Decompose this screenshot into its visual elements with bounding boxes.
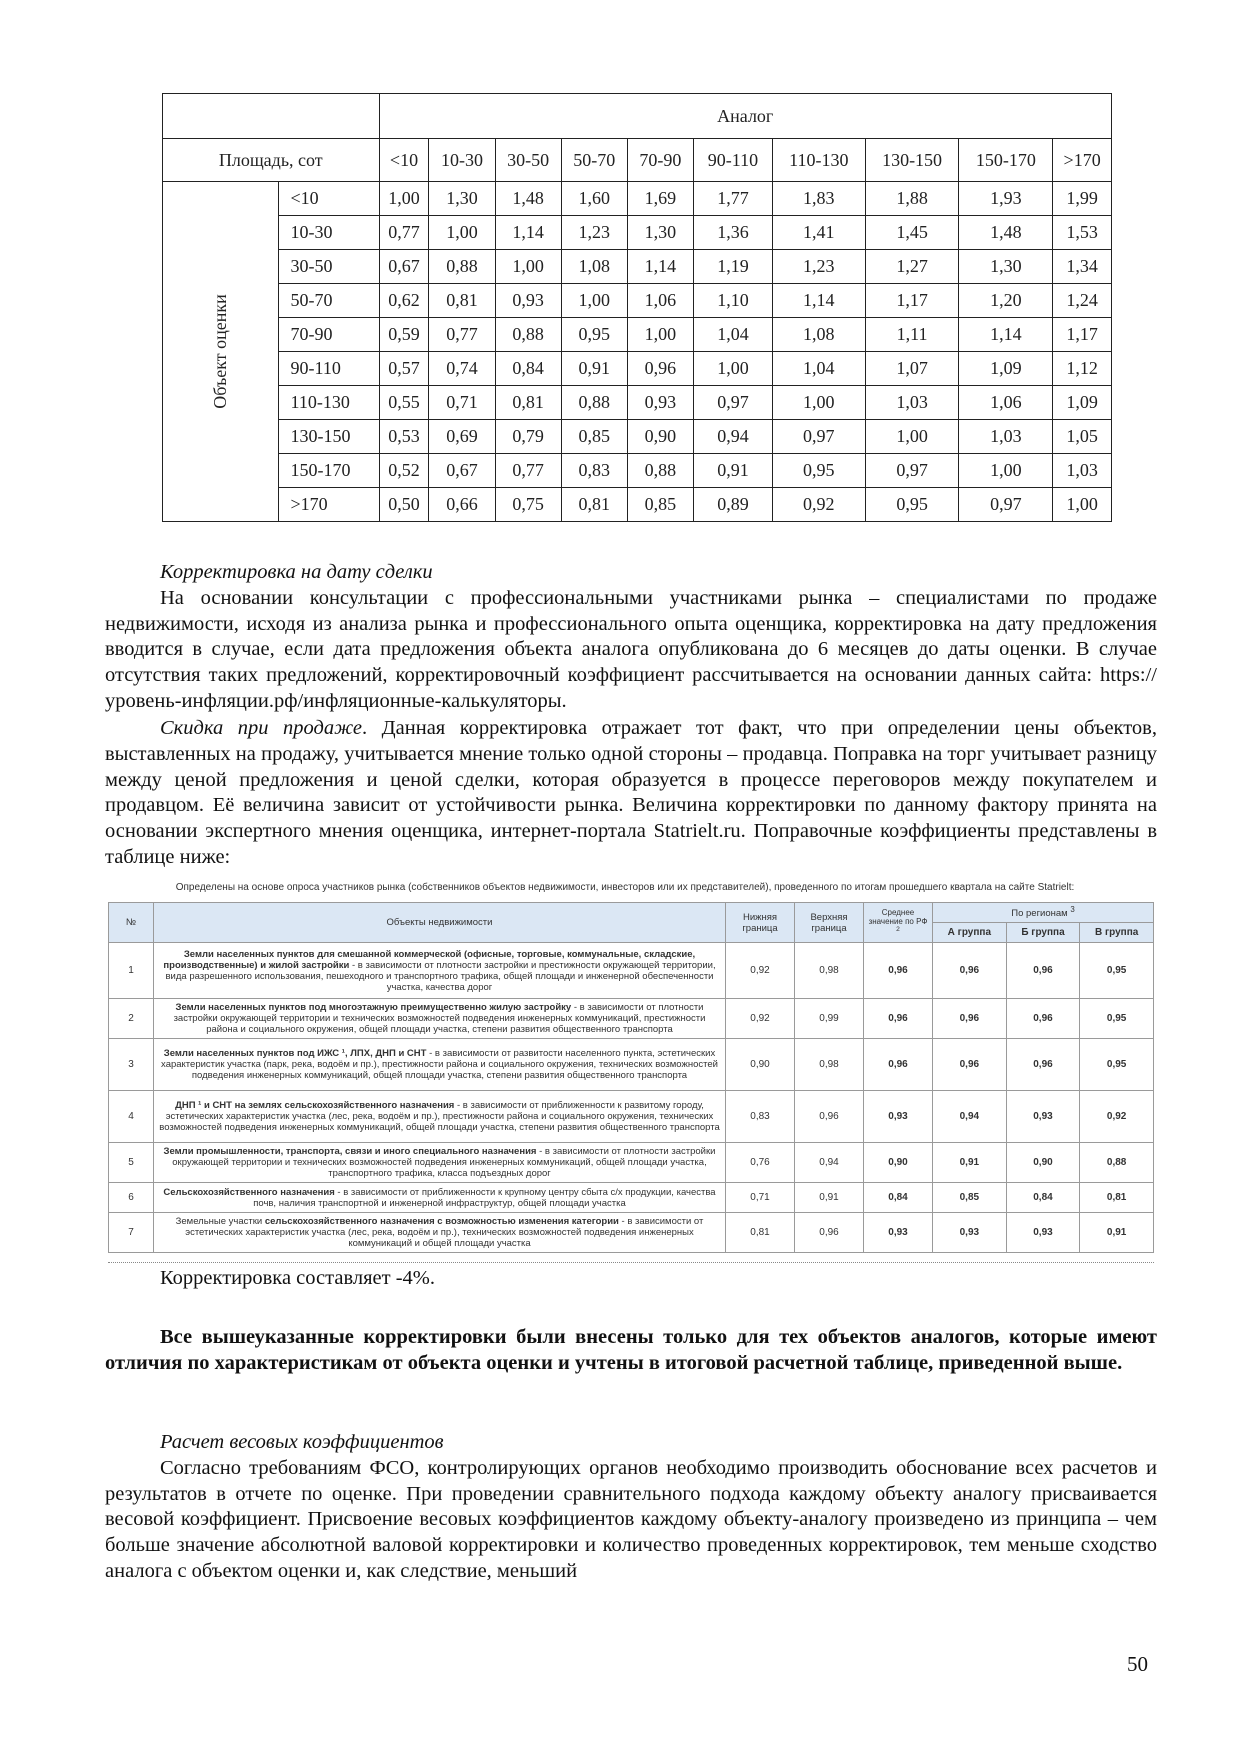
coefficient-cell: 1,48 xyxy=(959,216,1053,250)
group-c-value: 0,95 xyxy=(1080,999,1154,1039)
group-c-value: 0,81 xyxy=(1080,1183,1154,1213)
average-rf: 0,96 xyxy=(864,943,933,999)
coefficient-cell: 0,77 xyxy=(495,454,561,488)
lower-bound: 0,90 xyxy=(726,1039,795,1091)
description-title: ДНП ¹ и СНТ на землях сельскохозяйственного назначения xyxy=(175,1100,455,1111)
row-label: 30-50 xyxy=(278,250,379,284)
coefficient-cell: 1,23 xyxy=(772,250,865,284)
coefficient-cell: 1,09 xyxy=(959,352,1053,386)
description-details: - в зависимости от плотности застройки и престижности окружающей территории, вида разрешенного использования, пешеходного и транспортного трафика, общей площади и инженерной обеспеченности участка, качества дорог xyxy=(165,959,716,993)
group-a-value: 0,96 xyxy=(933,943,1007,999)
coefficient-cell: 1,08 xyxy=(561,250,627,284)
col-group-c: В группа xyxy=(1080,923,1154,943)
coefficient-cell: 0,75 xyxy=(495,488,561,522)
coefficient-cell: 0,81 xyxy=(429,284,495,318)
coefficient-cell: 1,27 xyxy=(865,250,959,284)
analog-column-header: 110-130 xyxy=(772,139,865,182)
correction-result xyxy=(105,1266,1157,1292)
description-title: Земли населенных пунктов под многоэтажную преимущественно жилую застройку xyxy=(175,1002,572,1013)
coefficient-cell: 1,11 xyxy=(865,318,959,352)
average-rf: 0,90 xyxy=(864,1143,933,1183)
section-heading: Корректировка на дату сделки xyxy=(160,561,433,583)
coefficient-cell: 0,81 xyxy=(561,488,627,522)
coefficient-cell: 0,95 xyxy=(561,318,627,352)
table-row xyxy=(109,1091,1154,1143)
row-label: 150-170 xyxy=(278,454,379,488)
coefficient-cell: 0,57 xyxy=(379,352,429,386)
coefficient-cell: 0,85 xyxy=(627,488,693,522)
coefficient-cell: 1,30 xyxy=(627,216,693,250)
coefficient-cell: 1,30 xyxy=(429,182,495,216)
coefficient-cell: 1,17 xyxy=(865,284,959,318)
section-text: . Данная корректировка отражает тот факт, что при определении цены объектов, выставленных на продажу, учитывается мнение только одной стороны – продавца. Поправка на торг учитывает разницу между ценой предложения и ценой сделки, которая образуется в процессе переговоров между покупателем и продавцом. Её величина зависит от устойчивости рынка. Величина корректировки по данному фактору принята на основании экспертного мнения оценщика, интернет-портала Statrielt.ru. Поправочные коэффициенты представлены в таблице ниже: xyxy=(105,717,1157,868)
object-description xyxy=(154,1213,726,1253)
upper-bound: 0,96 xyxy=(795,1091,864,1143)
table-row xyxy=(163,182,1112,216)
group-a-value: 0,96 xyxy=(933,1039,1007,1091)
object-description xyxy=(154,1091,726,1143)
coefficient-cell: 0,59 xyxy=(379,318,429,352)
coefficient-cell: 0,66 xyxy=(429,488,495,522)
coefficient-cell: 1,00 xyxy=(429,216,495,250)
coefficient-cell: 1,00 xyxy=(627,318,693,352)
table-row xyxy=(163,352,1112,386)
description-details: - в зависимости от приближенности к развитому городу, эстетических характеристик участка (лес, река, водоём и пр.), престижности района и социального окружения, технических возможностей подведения инженерных коммуникаций, общей площади участка, степени развития общественного транспорта xyxy=(159,1100,720,1133)
row-number: 1 xyxy=(109,943,154,999)
lower-bound: 0,76 xyxy=(726,1143,795,1183)
coefficient-cell: 1,00 xyxy=(693,352,772,386)
group-c-value: 0,95 xyxy=(1080,1039,1154,1091)
object-label-cell xyxy=(163,182,279,522)
table-row xyxy=(163,488,1112,522)
row-label: 10-30 xyxy=(278,216,379,250)
coefficient-cell: 0,88 xyxy=(495,318,561,352)
upper-bound: 0,91 xyxy=(795,1183,864,1213)
coefficient-cell: 1,14 xyxy=(772,284,865,318)
coefficient-cell: 1,03 xyxy=(959,420,1053,454)
coefficient-cell: 0,90 xyxy=(627,420,693,454)
coefficient-cell: 0,88 xyxy=(429,250,495,284)
coefficient-cell: 0,97 xyxy=(772,420,865,454)
group-b-value: 0,96 xyxy=(1006,943,1080,999)
analog-column-header: 10-30 xyxy=(429,139,495,182)
section-sale-discount xyxy=(105,716,1157,871)
coefficient-cell: 1,60 xyxy=(561,182,627,216)
analog-column-header: 70-90 xyxy=(627,139,693,182)
page-number: 50 xyxy=(1127,1652,1148,1676)
col-average-label: Среднее значение по РФ xyxy=(868,908,928,927)
object-description xyxy=(154,1039,726,1091)
section-heading: Скидка при продаже xyxy=(160,717,363,739)
section-text: Согласно требованиям ФСО, контролирующих органов необходимо производить обоснование всех расчетов и результатов в отчете по оценке. При проведении сравнительного подхода каждому объекту аналогу присваивается весовой коэффициент. Присвоение весовых коэффициентов каждому объекту-аналогу произведено из принципа – чем больше значение абсолютной валовой корректировки и количество проведенных корректировок, тем меньше сходство аналога с объектом оценки и, как следствие, меньший xyxy=(105,1456,1157,1582)
coefficient-cell: 0,96 xyxy=(627,352,693,386)
coefficient-cell: 1,03 xyxy=(865,386,959,420)
group-c-value: 0,95 xyxy=(1080,943,1154,999)
upper-bound: 0,98 xyxy=(795,1039,864,1091)
upper-bound: 0,94 xyxy=(795,1143,864,1183)
lower-bound: 0,92 xyxy=(726,999,795,1039)
col-group-a: А группа xyxy=(933,923,1007,943)
col-lower: Нижняя граница xyxy=(726,903,795,943)
table-row xyxy=(163,420,1112,454)
section-heading: Расчет весовых коэффициентов xyxy=(160,1431,444,1453)
description-title: Земли населенных пунктов под ИЖС ¹, ЛПХ, ДНП и СНТ xyxy=(163,1048,427,1059)
coefficient-cell: 1,07 xyxy=(865,352,959,386)
analog-column-header: 90-110 xyxy=(693,139,772,182)
table-row xyxy=(163,454,1112,488)
coefficient-cell: 1,24 xyxy=(1053,284,1112,318)
description-details: - в зависимости от эстетических характеристик участка (лес, река, водоём и пр.), технических возможностей подведения инженерных коммуникаций и общей площади участка xyxy=(185,1216,704,1249)
coefficient-cell: 0,67 xyxy=(429,454,495,488)
coefficient-cell: 0,95 xyxy=(865,488,959,522)
lower-bound: 0,71 xyxy=(726,1183,795,1213)
analog-header: Аналог xyxy=(379,94,1111,139)
stat-table-caption: Определены на основе опроса участников рынка (собственников объектов недвижимости, инвесторов или их представителей), проведенного по итогам прошедшего квартала на сайте Statrielt: xyxy=(175,882,1075,893)
coefficient-cell: 1,34 xyxy=(1053,250,1112,284)
lower-bound: 0,83 xyxy=(726,1091,795,1143)
coefficient-cell: 0,62 xyxy=(379,284,429,318)
object-label: Объект оценки xyxy=(209,294,230,409)
coefficient-cell: 1,00 xyxy=(379,182,429,216)
average-rf: 0,93 xyxy=(864,1213,933,1253)
table-row xyxy=(109,1039,1154,1091)
coefficient-cell: 1,45 xyxy=(865,216,959,250)
analog-column-header: 130-150 xyxy=(865,139,959,182)
coefficient-cell: 0,88 xyxy=(627,454,693,488)
description-title: Земли населенных пунктов для смешанной коммерческой (офисные, торговые, коммунальные, складские, производственные) и жилой застройки xyxy=(163,948,696,971)
description-title: Сельскохозяйственного назначения xyxy=(163,1186,335,1198)
coefficient-cell: 0,97 xyxy=(865,454,959,488)
row-number: 2 xyxy=(109,999,154,1039)
coefficient-cell: 0,50 xyxy=(379,488,429,522)
footnote-mark: 3 xyxy=(1070,905,1075,915)
description-title: Земли промышленности, транспорта, связи и иного специального назначения xyxy=(163,1146,537,1157)
coefficient-cell: 1,88 xyxy=(865,182,959,216)
table-row xyxy=(109,1183,1154,1213)
coefficient-cell: 0,93 xyxy=(495,284,561,318)
coefficient-cell: 1,06 xyxy=(959,386,1053,420)
coefficient-cell: 0,84 xyxy=(495,352,561,386)
analog-column-header: 30-50 xyxy=(495,139,561,182)
coefficient-cell: 1,41 xyxy=(772,216,865,250)
coefficient-cell: 1,36 xyxy=(693,216,772,250)
coefficient-cell: 0,97 xyxy=(959,488,1053,522)
upper-bound: 0,96 xyxy=(795,1213,864,1253)
average-rf: 0,96 xyxy=(864,999,933,1039)
statrielt-discount-table xyxy=(108,902,1154,1253)
description-details: - в зависимости от плотности застройки окружающей территории и технических возможностей подведения инженерных коммуникаций, престижности района и социального окружения, общей площади участка, степени развития общественного транспорта xyxy=(173,1002,706,1035)
coefficient-cell: 1,04 xyxy=(693,318,772,352)
group-b-value: 0,90 xyxy=(1006,1143,1080,1183)
col-regions-label: По регионам xyxy=(1011,908,1068,920)
coefficient-cell: 1,12 xyxy=(1053,352,1112,386)
group-b-value: 0,84 xyxy=(1006,1183,1080,1213)
table-row xyxy=(109,1213,1154,1253)
coefficient-cell: 0,81 xyxy=(495,386,561,420)
coefficient-cell: 1,00 xyxy=(959,454,1053,488)
analog-column-header: 150-170 xyxy=(959,139,1053,182)
row-number: 3 xyxy=(109,1039,154,1091)
row-label: 110-130 xyxy=(278,386,379,420)
coefficient-cell: 1,48 xyxy=(495,182,561,216)
coefficient-cell: 1,03 xyxy=(1053,454,1112,488)
coefficient-cell: 1,08 xyxy=(772,318,865,352)
row-label: 130-150 xyxy=(278,420,379,454)
row-label: 70-90 xyxy=(278,318,379,352)
analog-column-header: <10 xyxy=(379,139,429,182)
coefficient-cell: 0,69 xyxy=(429,420,495,454)
col-group-b: Б группа xyxy=(1006,923,1080,943)
coefficient-cell: 1,05 xyxy=(1053,420,1112,454)
coefficient-cell: 1,77 xyxy=(693,182,772,216)
row-number: 4 xyxy=(109,1091,154,1143)
coefficient-cell: 0,92 xyxy=(772,488,865,522)
lower-bound: 0,81 xyxy=(726,1213,795,1253)
correction-result-text: Корректировка составляет -4%. xyxy=(160,1267,435,1289)
group-b-value: 0,93 xyxy=(1006,1091,1080,1143)
coefficient-cell: 0,89 xyxy=(693,488,772,522)
footnote-divider xyxy=(108,1262,1154,1265)
section-text: На основании консультации с профессиональными участниками рынка – специалистами по продаже недвижимости, исходя из анализа рынка и профессионального опыта оценщика, корректировка на дату предложения вводится в случае, если дата предложения объекта аналога опубликована до 6 месяцев до даты оценки. В случае отсутствия таких предложений, корректировочный коэффициент рассчитывается на основании данных сайта: https://уровень-инфляции.рф/инфляционные-калькуляторы. xyxy=(105,586,1157,712)
table-row xyxy=(163,284,1112,318)
object-description xyxy=(154,1183,726,1213)
row-label: 50-70 xyxy=(278,284,379,318)
section-date-correction xyxy=(105,560,1157,715)
coefficient-cell: 0,77 xyxy=(379,216,429,250)
table-row xyxy=(109,943,1154,999)
coefficient-cell: 0,83 xyxy=(561,454,627,488)
description-details: - в зависимости от приближенности к крупному центру сбыта с/х продукции, качества почв, наличия транспортной и инженерной инфраструктур, общей площади участка xyxy=(253,1186,716,1209)
group-b-value: 0,96 xyxy=(1006,999,1080,1039)
group-b-value: 0,96 xyxy=(1006,1039,1080,1091)
group-a-value: 0,96 xyxy=(933,999,1007,1039)
coefficient-cell: 0,93 xyxy=(627,386,693,420)
coefficient-cell: 0,79 xyxy=(495,420,561,454)
coefficient-cell: 1,14 xyxy=(627,250,693,284)
coefficient-cell: 1,30 xyxy=(959,250,1053,284)
coefficient-cell: 1,14 xyxy=(959,318,1053,352)
group-c-value: 0,92 xyxy=(1080,1091,1154,1143)
coefficient-cell: 0,52 xyxy=(379,454,429,488)
group-a-value: 0,91 xyxy=(933,1143,1007,1183)
group-a-value: 0,85 xyxy=(933,1183,1007,1213)
area-label: Площадь, сот xyxy=(163,139,380,182)
col-average xyxy=(864,903,933,943)
table-row xyxy=(163,250,1112,284)
bold-note xyxy=(105,1325,1157,1377)
average-rf: 0,84 xyxy=(864,1183,933,1213)
coefficient-cell: 0,88 xyxy=(561,386,627,420)
row-number: 6 xyxy=(109,1183,154,1213)
coefficient-cell: 0,91 xyxy=(693,454,772,488)
coefficient-cell: 1,00 xyxy=(561,284,627,318)
row-number: 5 xyxy=(109,1143,154,1183)
group-c-value: 0,88 xyxy=(1080,1143,1154,1183)
row-label: <10 xyxy=(278,182,379,216)
group-b-value: 0,93 xyxy=(1006,1213,1080,1253)
col-num: № xyxy=(109,903,154,943)
coefficient-cell: 0,71 xyxy=(429,386,495,420)
coefficient-cell: 1,09 xyxy=(1053,386,1112,420)
table-row xyxy=(163,216,1112,250)
coefficient-cell: 1,00 xyxy=(865,420,959,454)
coefficient-cell: 1,23 xyxy=(561,216,627,250)
col-objects: Объекты недвижимости xyxy=(154,903,726,943)
bold-note-text: Все вышеуказанные корректировки были внесены только для тех объектов аналогов, которые имеют отличия по характеристикам от объекта оценки и учтены в итоговой расчетной таблице, приведенной выше. xyxy=(105,1326,1157,1374)
group-c-value: 0,91 xyxy=(1080,1213,1154,1253)
coefficient-cell: 0,95 xyxy=(772,454,865,488)
row-number: 7 xyxy=(109,1213,154,1253)
coefficient-cell: 0,97 xyxy=(693,386,772,420)
area-correction-table xyxy=(162,93,1112,522)
coefficient-cell: 1,06 xyxy=(627,284,693,318)
upper-bound: 0,99 xyxy=(795,999,864,1039)
coefficient-cell: 1,00 xyxy=(1053,488,1112,522)
average-rf: 0,96 xyxy=(864,1039,933,1091)
coefficient-cell: 1,00 xyxy=(772,386,865,420)
row-label: 90-110 xyxy=(278,352,379,386)
group-a-value: 0,94 xyxy=(933,1091,1007,1143)
coefficient-cell: 1,00 xyxy=(495,250,561,284)
coefficient-cell: 1,69 xyxy=(627,182,693,216)
coefficient-cell: 1,19 xyxy=(693,250,772,284)
coefficient-cell: 1,83 xyxy=(772,182,865,216)
description-title: сельскохозяйственного назначения с возможностью изменения категории xyxy=(264,1216,619,1227)
table-row xyxy=(163,386,1112,420)
group-a-value: 0,93 xyxy=(933,1213,1007,1253)
table-row xyxy=(109,999,1154,1039)
description-details: - в зависимости от развитости населенного пункта, эстетических характеристик участка (парк, река, водоём и пр.), престижности района и социального окружения, технических возможностей подведения инженерных коммуникаций, общей площади участка, степени развития общественного транспорта xyxy=(161,1048,718,1081)
coefficient-cell: 1,20 xyxy=(959,284,1053,318)
col-upper: Верхняя граница xyxy=(795,903,864,943)
coefficient-cell: 1,99 xyxy=(1053,182,1112,216)
coefficient-cell: 0,74 xyxy=(429,352,495,386)
footnote-mark: 2 xyxy=(896,926,900,934)
coefficient-cell: 0,94 xyxy=(693,420,772,454)
average-rf: 0,93 xyxy=(864,1091,933,1143)
section-weights xyxy=(105,1430,1157,1585)
object-description xyxy=(154,999,726,1039)
coefficient-cell: 0,77 xyxy=(429,318,495,352)
object-description xyxy=(154,1143,726,1183)
col-regions xyxy=(933,903,1154,923)
coefficient-cell: 1,17 xyxy=(1053,318,1112,352)
table-row xyxy=(109,1143,1154,1183)
object-description xyxy=(154,943,726,999)
coefficient-cell: 1,14 xyxy=(495,216,561,250)
table-row xyxy=(163,318,1112,352)
upper-bound: 0,98 xyxy=(795,943,864,999)
analog-column-header: >170 xyxy=(1053,139,1112,182)
row-label: >170 xyxy=(278,488,379,522)
coefficient-cell: 1,04 xyxy=(772,352,865,386)
analog-column-header: 50-70 xyxy=(561,139,627,182)
empty-corner-cell xyxy=(163,94,380,139)
description-prefix: Земельные участки xyxy=(175,1216,265,1227)
coefficient-cell: 0,67 xyxy=(379,250,429,284)
coefficient-cell: 0,91 xyxy=(561,352,627,386)
coefficient-cell: 1,10 xyxy=(693,284,772,318)
coefficient-cell: 0,85 xyxy=(561,420,627,454)
coefficient-cell: 1,93 xyxy=(959,182,1053,216)
coefficient-cell: 0,53 xyxy=(379,420,429,454)
lower-bound: 0,92 xyxy=(726,943,795,999)
coefficient-cell: 0,55 xyxy=(379,386,429,420)
description-details: - в зависимости от плотности застройки окружающей территории и технических возможностей подведения инженерных коммуникаций, общей площади участка, транспортного трафика, класса подъездных дорог xyxy=(172,1146,716,1179)
coefficient-cell: 1,53 xyxy=(1053,216,1112,250)
